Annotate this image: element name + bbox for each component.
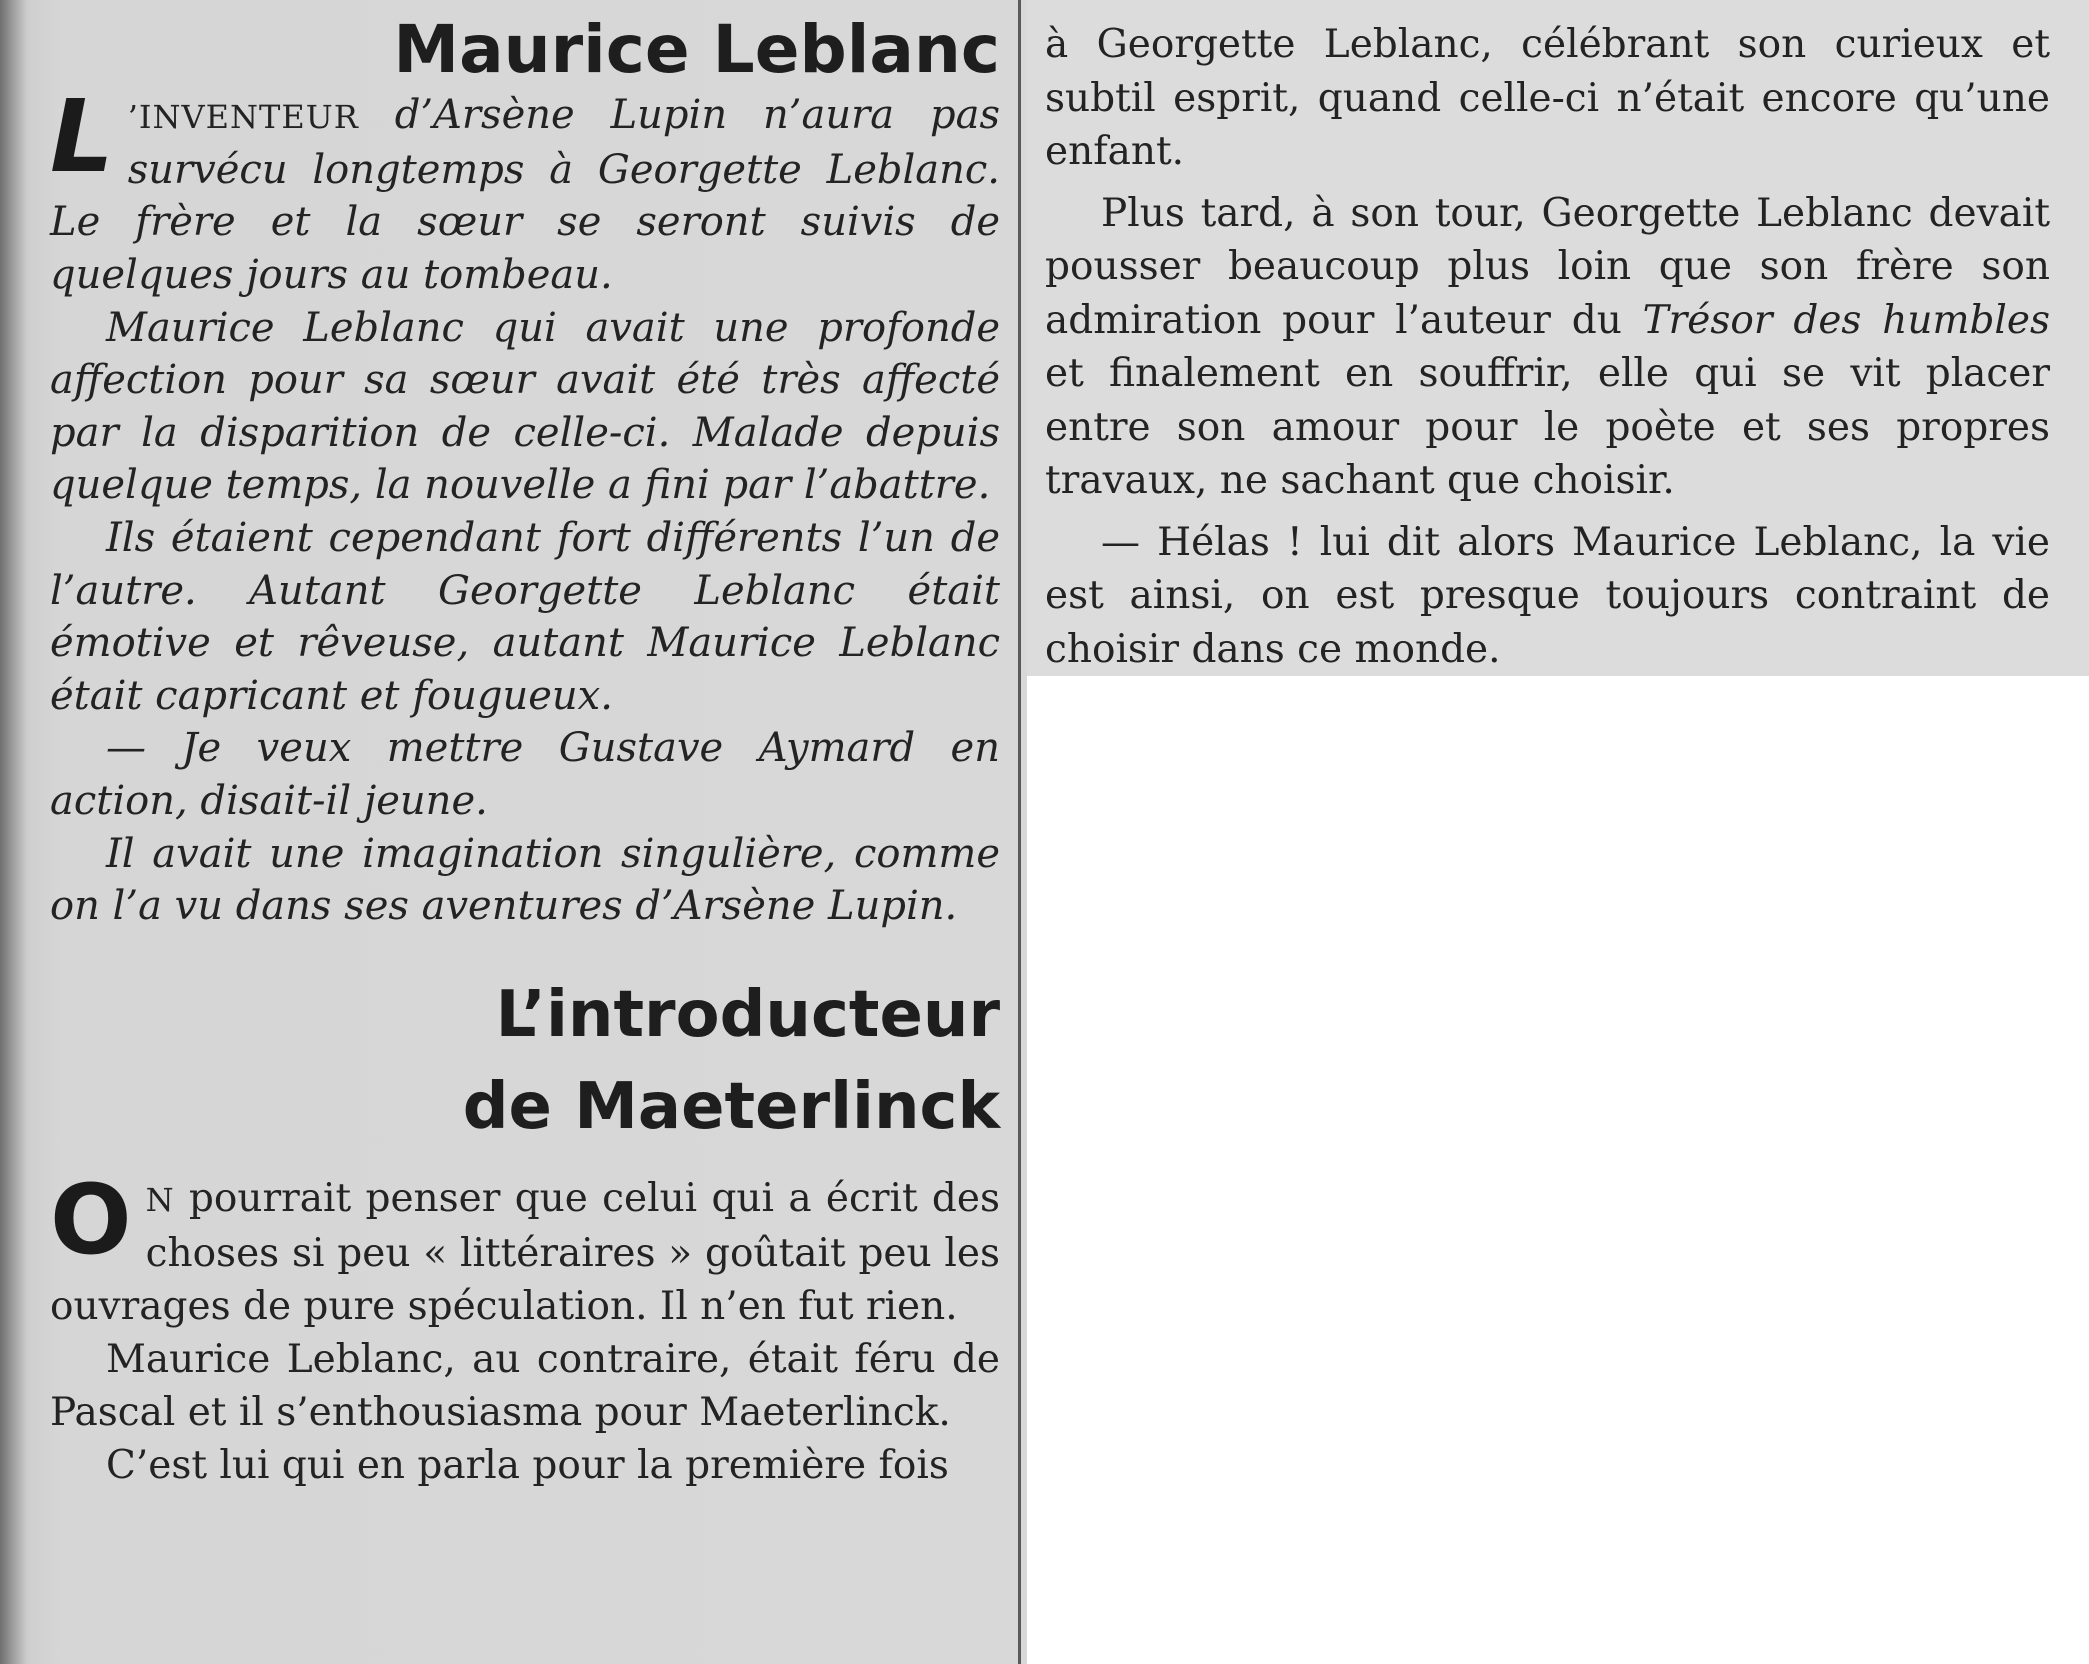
article-body: [50, 78, 1000, 933]
drop-cap: L: [50, 78, 114, 196]
article-title-line-2: de Maeterlinck: [462, 1070, 1000, 1145]
paragraph-5: Il avait une imagination singulière, comme on l’a vu dans ses aventures d’Arsène Lupin.: [50, 830, 1000, 930]
paragraph-1: [50, 1164, 1000, 1333]
paragraph-4: — Je veux mettre Gustave Aymard en action, disait-il jeune.: [50, 725, 1000, 824]
paragraph-2: Maurice Leblanc, au contraire, était féru de Pascal et il s’enthousiasma pour Maeterlinck.: [50, 1337, 1000, 1436]
page-edge-shadow: [0, 0, 26, 1664]
paragraph-1-text: pourrait penser que celui qui a écrit des choses si peu « littéraires » goûtait peu les ouvrages de pure spéculation. Il n’en fut rien.: [50, 1176, 1000, 1330]
right-paragraph-2-text-b: et finalement en souffrir, elle qui se vit placer entre son amour pour le poète et ses propres travaux, ne sachant que choisir.: [1045, 351, 2050, 503]
article-introducteur: [50, 969, 1000, 1493]
lead-word: ’INVENTEUR: [127, 98, 359, 137]
book-title: Trésor des humbles: [1642, 297, 2050, 343]
left-column: [50, 10, 1000, 1492]
article-maurice-leblanc: [50, 10, 1000, 933]
article-body: [50, 1164, 1000, 1492]
paragraph-1-text: d’Arsène Lupin n’aura pas survécu longtemps à Georgette Leblanc. Le frère et la sœur se seront suivis de quelques jours au tombeau.: [50, 92, 1000, 298]
right-column: [1045, 18, 2050, 676]
paragraph-3: C’est lui qui en parla pour la première fois: [106, 1443, 949, 1489]
blank-area: [1027, 676, 2089, 1664]
paragraph-1: [50, 78, 1000, 301]
lead-word: N: [145, 1181, 175, 1220]
right-paragraph-2: [1045, 187, 2050, 508]
right-paragraph-3: — Hélas ! lui dit alors Maurice Leblanc, la vie est ainsi, on est presque toujours contraint de choisir dans ce monde.: [1045, 519, 2050, 672]
right-paragraph-2-text-a: Plus tard, à son tour, Georgette Leblanc devait pousser beaucoup plus loin que son frère son admiration pour l’auteur du: [1045, 190, 2050, 343]
paragraph-3: Ils étaient cependant fort différents l’un de l’autre. Autant Georgette Leblanc était émotive et rêveuse, autant Maurice Leblanc était capricant et fougueux.: [50, 514, 1000, 719]
article-title: Maurice Leblanc: [393, 11, 1000, 88]
drop-cap: O: [50, 1164, 132, 1277]
column-rule: [1018, 0, 1021, 1664]
paragraph-2: Maurice Leblanc qui avait une profonde affection pour sa sœur avait été très affecté par la disparition de celle-ci. Malade depuis quelque temps, la nouvelle a fini par l’abattre.: [50, 304, 1000, 509]
right-paragraph-1: à Georgette Leblanc, célébrant son curieux et subtil esprit, quand celle-ci n’était encore qu’une enfant.: [1045, 22, 2050, 174]
article-title-line-1: L’introducteur: [495, 977, 1000, 1052]
